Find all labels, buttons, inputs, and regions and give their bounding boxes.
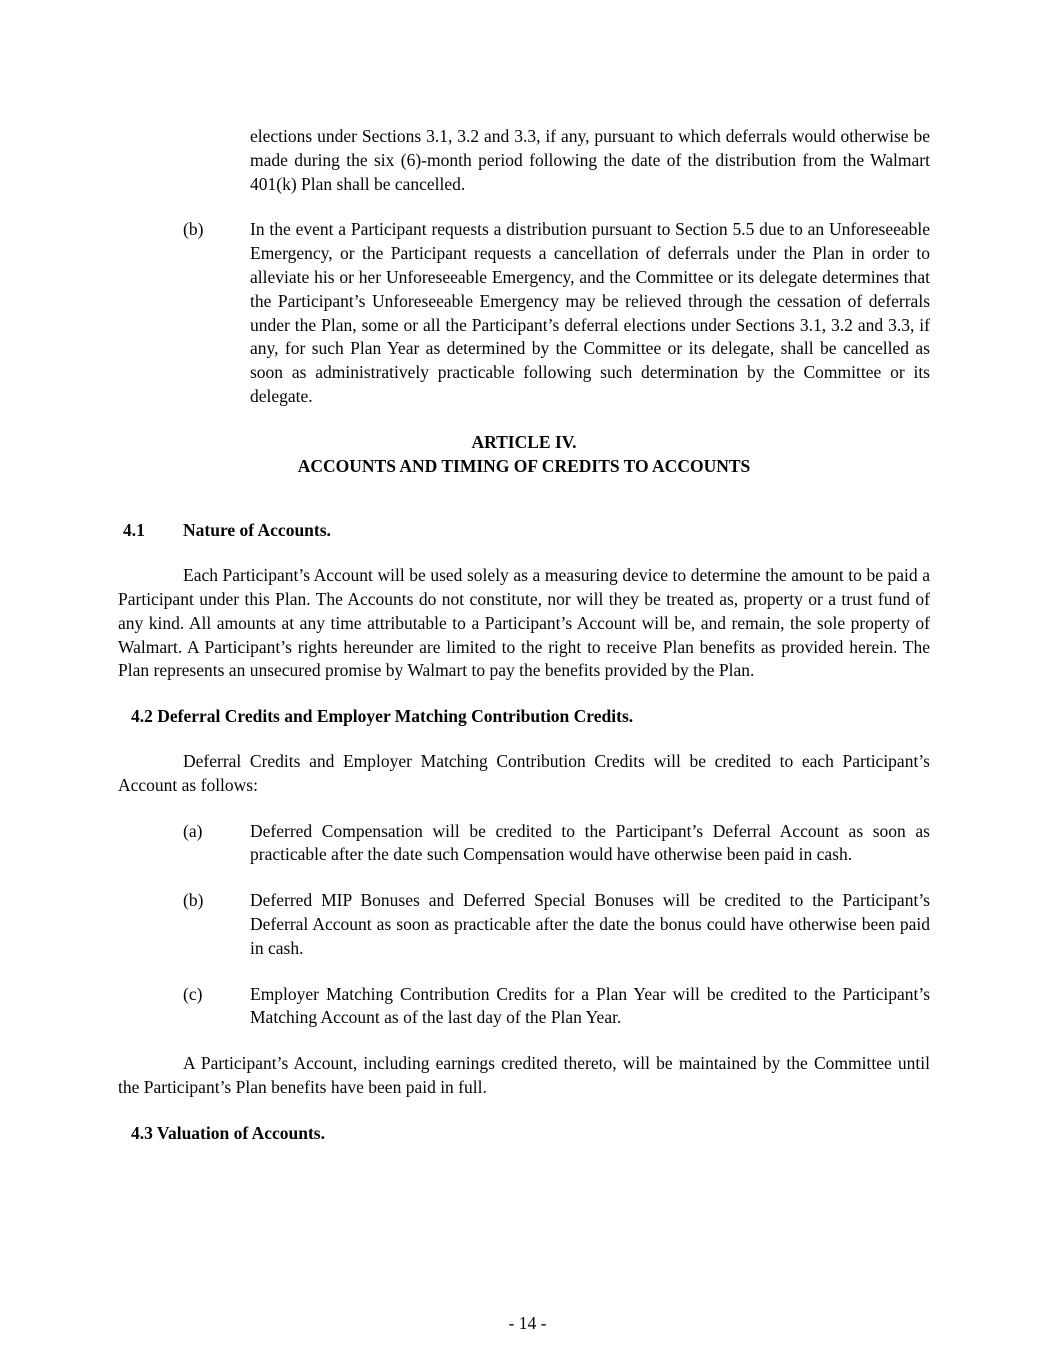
- section-4-3-heading: 4.3 Valuation of Accounts.: [131, 1122, 325, 1143]
- article-heading-line1: ARTICLE IV.: [471, 431, 577, 452]
- list-item-label: (a): [183, 820, 203, 841]
- page-number: - 14 -: [508, 1313, 547, 1333]
- list-item-text: Deferred Compensation will be credited to the Participant’s Deferral Account as soon as practicable after the date such Compensation would have otherwise been paid in cash.: [250, 820, 930, 865]
- section-4-2-heading: 4.2 Deferral Credits and Employer Matching Contribution Credits.: [131, 706, 634, 727]
- section-4-1-number: 4.1: [123, 520, 145, 541]
- document-content: [118, 125, 930, 1167]
- list-item-label: (c): [183, 983, 203, 1004]
- section-4-1-title: Nature of Accounts.: [183, 520, 331, 541]
- list-item-c: [118, 983, 930, 1031]
- list-item-label: (b): [183, 890, 204, 911]
- list-item-b: [118, 889, 930, 960]
- list-item-text: Deferred MIP Bonuses and Deferred Special Bonuses will be credited to the Participant’s Deferral Account as soon as practicable after the date the bonus could have otherwise been paid in cash.: [250, 890, 930, 958]
- list-item-text: Employer Matching Contribution Credits for a Plan Year will be credited to the Participant’s Matching Account as of the last day of the Plan Year.: [250, 983, 930, 1028]
- section-4-2-closing: A Participant’s Account, including earnings credited thereto, will be maintained by the Committee until the Participant’s Plan benefits have been paid in full.: [118, 1053, 930, 1097]
- paragraph-continuation: elections under Sections 3.1, 3.2 and 3.3, if any, pursuant to which deferrals would otherwise be made during the six (6)-month period following the date of the distribution from the Walmart 401(k) Plan shall be cancelled.: [250, 126, 930, 194]
- article-heading-line2: ACCOUNTS AND TIMING OF CREDITS TO ACCOUNTS: [297, 455, 751, 476]
- section-4-2-intro: Deferral Credits and Employer Matching Contribution Credits will be credited to each Participant’s Account as follows:: [118, 750, 930, 795]
- list-item-label: (b): [183, 219, 204, 240]
- list-item-a: [118, 820, 930, 868]
- article-heading: [118, 431, 930, 479]
- list-item-b-top: [118, 218, 930, 408]
- section-4-1-body: Each Participant’s Account will be used solely as a measuring device to determine the amount to be paid a Participant under this Plan. The Accounts do not constitute, nor will they be treated as, property or a trust fund of any kind. All amounts at any time attributable to a Participant’s Account will be, and remain, the sole property of Walmart. A Participant’s rights hereunder are limited to the right to receive Plan benefits as provided herein. The Plan represents an unsecured promise by Walmart to pay the benefits provided by the Plan.: [118, 565, 930, 681]
- section-4-1-heading: [118, 519, 930, 543]
- list-item-text: In the event a Participant requests a distribution pursuant to Section 5.5 due to an Unforeseeable Emergency, or the Participant requests a cancellation of deferrals under the Plan in order to alleviate his or her Unforeseeable Emergency, and the Committee or its delegate determines that the Participant’s Unforeseeable Emergency may be relieved through the cessation of deferrals under the Plan, some or all the Participant’s deferral elections under Sections 3.1, 3.2 and 3.3, if any, for such Plan Year as determined by the Committee or its delegate, shall be cancelled as soon as administratively practicable following such determination by the Committee or its delegate.: [250, 219, 930, 406]
